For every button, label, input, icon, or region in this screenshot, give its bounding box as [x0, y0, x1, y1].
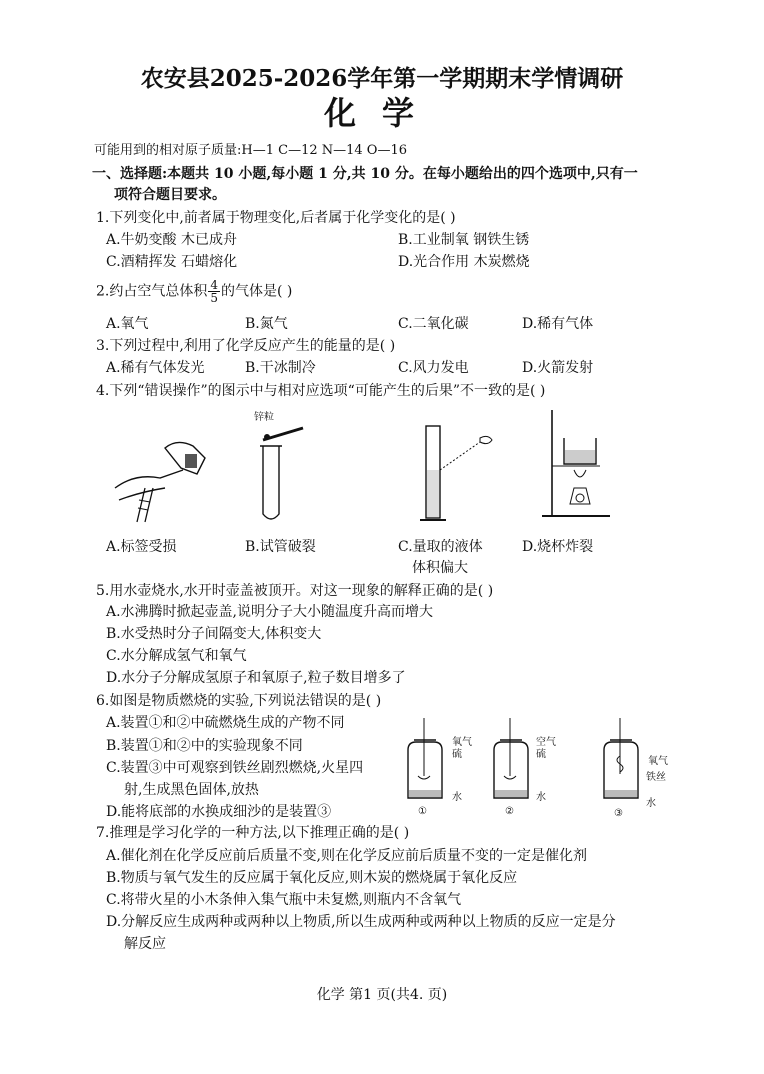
jar3-solid-label: 铁丝	[646, 772, 666, 783]
q7-option-a: A.催化剂在化学反应前后质量不变,则在化学反应前后质量不变的一定是催化剂	[106, 848, 588, 864]
jar3-gas-label: 氧气	[648, 756, 668, 767]
q7-stem: 7.推理是学习化学的一种方法,以下推理正确的是( )	[96, 825, 410, 841]
jar2-gas-label: 空气	[536, 737, 556, 748]
q5-option-a: A.水沸腾时掀起壶盖,说明分子大小随温度升高而增大	[106, 604, 434, 620]
q5-option-d: D.水分子分解成氢原子和氧原子,粒子数目增多了	[106, 670, 406, 686]
q6-option-b: B.装置①和②中的实验现象不同	[106, 738, 303, 754]
q4-option-d: D.烧杯炸裂	[522, 539, 594, 555]
zinc-granule-label: 锌粒	[254, 412, 274, 423]
q2-option-d: D.稀有气体	[522, 316, 594, 332]
q2-stem-post: 的气体是( )	[221, 283, 293, 300]
q2-option-b: B.氮气	[245, 316, 288, 332]
q4-option-a: A.标签受损	[106, 539, 177, 555]
figure-graduated-cylinder	[412, 420, 502, 530]
q7-option-c: C.将带火星的小木条伸入集气瓶中未复燃,则瓶内不含氧气	[106, 892, 462, 908]
figure-beaker-heating	[540, 404, 620, 524]
q3-option-c: C.风力发电	[398, 360, 469, 376]
jar1-gas-label: 氧气	[452, 737, 472, 748]
q2-stem-pre: 2.约占空气总体积	[96, 283, 208, 300]
q2-option-a: A.氧气	[106, 316, 149, 332]
q6-option-d: D.能将底部的水换成细沙的是装置③	[106, 804, 332, 820]
q6-option-c-cont: 射,生成黑色固体,放热	[124, 782, 259, 798]
q6-stem: 6.如图是物质燃烧的实验,下列说法错误的是( )	[96, 693, 382, 709]
section1-heading-cont: 项符合题目要求。	[114, 187, 226, 203]
jar3-water-label: 水	[646, 798, 656, 809]
figure-jar-3	[596, 716, 646, 806]
jar2-water-label: 水	[536, 792, 546, 803]
q2-fraction-denominator: 5	[210, 291, 218, 305]
q3-option-b: B.干冰制冷	[245, 360, 316, 376]
q6-option-c: C.装置③中可观察到铁丝剧烈燃烧,火星四	[106, 760, 364, 776]
q4-option-c-cont: 体积偏大	[412, 560, 468, 576]
figure-test-tube	[245, 418, 315, 528]
q1-option-b: B.工业制氧 钢铁生锈	[398, 232, 530, 248]
q1-option-a: A.牛奶变酸 木已成舟	[106, 232, 238, 248]
q2-stem	[96, 279, 292, 304]
section1-heading: 一、选择题:本题共 10 小题,每小题 1 分,共 10 分。在每小题给出的四个选项中,只有一	[92, 166, 638, 182]
q1-stem: 1.下列变化中,前者属于物理变化,后者属于化学变化的是( )	[96, 210, 456, 226]
q3-stem: 3.下列过程中,利用了化学反应产生的能量的是( )	[96, 338, 396, 354]
q5-stem: 5.用水壶烧水,水开时壶盖被顶开。对这一现象的解释正确的是( )	[96, 583, 494, 599]
q4-option-c: C.量取的液体	[398, 539, 483, 555]
jar1-solid-label: 硫	[452, 749, 462, 760]
subject-title: 化学	[323, 94, 440, 132]
figure-label-damage	[105, 418, 215, 528]
q7-option-b: B.物质与氧气发生的反应属于氧化反应,则木炭的燃烧属于氧化反应	[106, 870, 518, 886]
q5-option-c: C.水分解成氢气和氧气	[106, 648, 247, 664]
jar2-solid-label: 硫	[536, 749, 546, 760]
q5-option-b: B.水受热时分子间隔变大,体积变大	[106, 626, 322, 642]
q2-fraction	[208, 279, 220, 304]
jar1-water-label: 水	[452, 792, 462, 803]
figure-jar-1	[400, 716, 450, 806]
q7-option-d-cont: 解反应	[124, 936, 166, 952]
q3-option-a: A.稀有气体发光	[106, 360, 205, 376]
q2-option-c: C.二氧化碳	[398, 316, 469, 332]
jar2-number: ②	[505, 806, 514, 817]
q2-fraction-numerator: 4	[210, 278, 218, 292]
jar3-number: ③	[614, 808, 623, 819]
q7-option-d: D.分解反应生成两种或两种以上物质,所以生成两种或两种以上物质的反应一定是分	[106, 914, 616, 930]
figure-jar-2	[486, 716, 536, 806]
jar1-number: ①	[418, 806, 427, 817]
atomic-masses: 可能用到的相对原子质量:H—1 C—12 N—14 O—16	[94, 143, 407, 158]
q1-option-d: D.光合作用 木炭燃烧	[398, 254, 530, 270]
q4-stem: 4.下列“错误操作”的图示中与相对应选项“可能产生的后果”不一致的是( )	[96, 383, 546, 399]
q1-option-c: C.酒精挥发 石蜡熔化	[106, 254, 238, 270]
page-footer: 化学 第1 页(共4. 页)	[316, 987, 448, 1003]
q4-option-b: B.试管破裂	[245, 539, 316, 555]
q6-option-a: A.装置①和②中硫燃烧生成的产物不同	[106, 715, 345, 731]
q3-option-d: D.火箭发射	[522, 360, 594, 376]
exam-title: 农安县2025-2026学年第一学期期末学情调研	[140, 65, 624, 92]
